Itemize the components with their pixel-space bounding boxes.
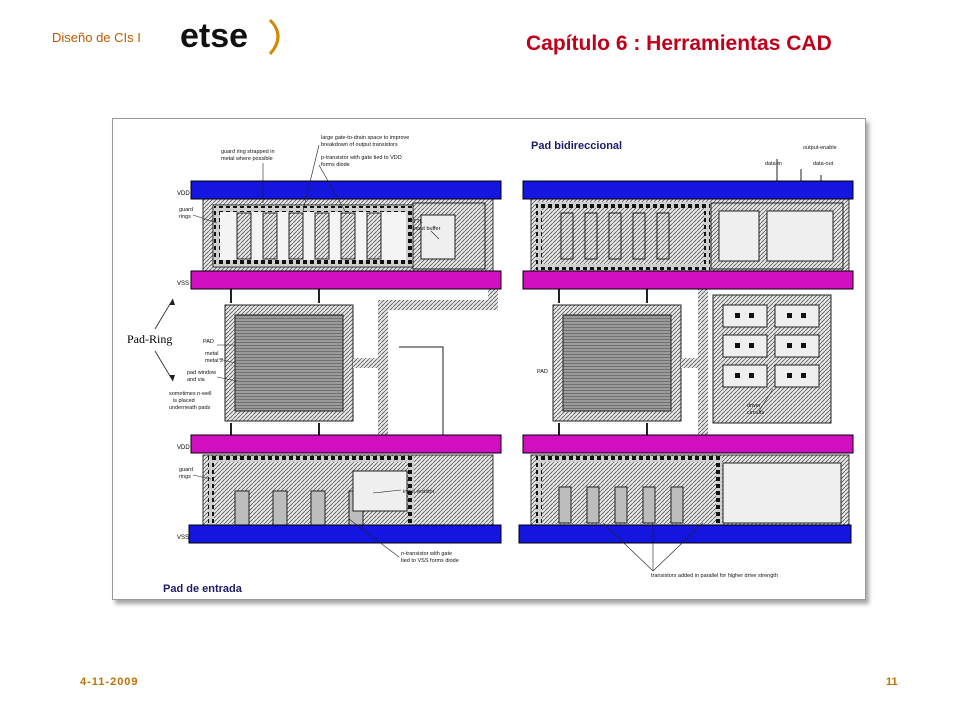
ann-input-resistor: input resistor xyxy=(403,489,435,495)
ann-pad-window: pad window xyxy=(187,370,217,376)
ann-metal-where-possible: metal where possible xyxy=(221,156,273,162)
ann-circuits: circuits xyxy=(747,410,765,416)
ann-p-transistor: p-transistor with gate tied to VDD xyxy=(321,155,402,161)
ann-data-out: data-out xyxy=(813,161,834,167)
right-panel xyxy=(519,140,853,579)
ann-and-via: and via xyxy=(187,377,205,383)
ann-guard-top: guard xyxy=(179,207,194,213)
pad-ring-label: Pad-Ring xyxy=(127,332,173,346)
ann-forms-diode: forms diode xyxy=(321,162,350,168)
ann-input-buffer: input buffer xyxy=(413,226,441,232)
right-title: Pad bidireccional xyxy=(531,140,623,152)
ann-data-in: data-in xyxy=(765,161,782,167)
pad-layout-figure xyxy=(112,118,866,600)
footer-date: 4-11-2009 xyxy=(80,676,139,688)
ann-output-enable: output-enable xyxy=(803,145,837,151)
ann-transistors-parallel: transistors added in parallel for higher drive strength xyxy=(651,573,778,579)
ann-guard-ring-strapped: guard ring strapped in xyxy=(221,149,275,155)
ann-tied-vss: tied to VSS forms diode xyxy=(401,558,459,564)
ann-metal: metal xyxy=(205,351,219,357)
course-name: Diseño de CIs I xyxy=(52,30,141,45)
logo-text: etse xyxy=(180,17,249,55)
ann-driver: driver xyxy=(747,403,761,409)
etse-logo xyxy=(178,14,288,65)
ann-breakdown: breakdown of output transistors xyxy=(321,142,398,148)
ann-rings-bottom: rings xyxy=(179,474,191,480)
ann-guard-bottom: guard xyxy=(179,467,194,473)
ann-underneath: underneath pads xyxy=(169,405,211,411)
vdd-label-top: VDD xyxy=(177,191,190,197)
ann-large-gate: large gate-to-drain space to improve xyxy=(321,135,410,141)
ann-is-placed: is placed xyxy=(173,398,195,404)
ann-pad-right: PAD xyxy=(537,369,548,375)
ann-metal2: metal 2 xyxy=(205,358,224,364)
ann-sometimes: sometimes n-well xyxy=(169,391,212,397)
vss-label-bottom: VSS xyxy=(177,535,190,541)
left-panel xyxy=(127,135,501,595)
left-caption: Pad de entrada xyxy=(163,583,242,595)
vss-label-top: VSS xyxy=(177,281,190,287)
ann-n-transistor: n-transistor with gate xyxy=(401,551,453,557)
ann-ttl: TTL xyxy=(413,219,423,225)
vdd-label-bottom: VDD xyxy=(177,445,190,451)
ann-rings-top: rings xyxy=(179,214,191,220)
page-number: 11 xyxy=(886,676,898,688)
page-title: Capítulo 6 : Herramientas CAD xyxy=(526,32,832,55)
ann-pad-left: PAD xyxy=(203,339,214,345)
